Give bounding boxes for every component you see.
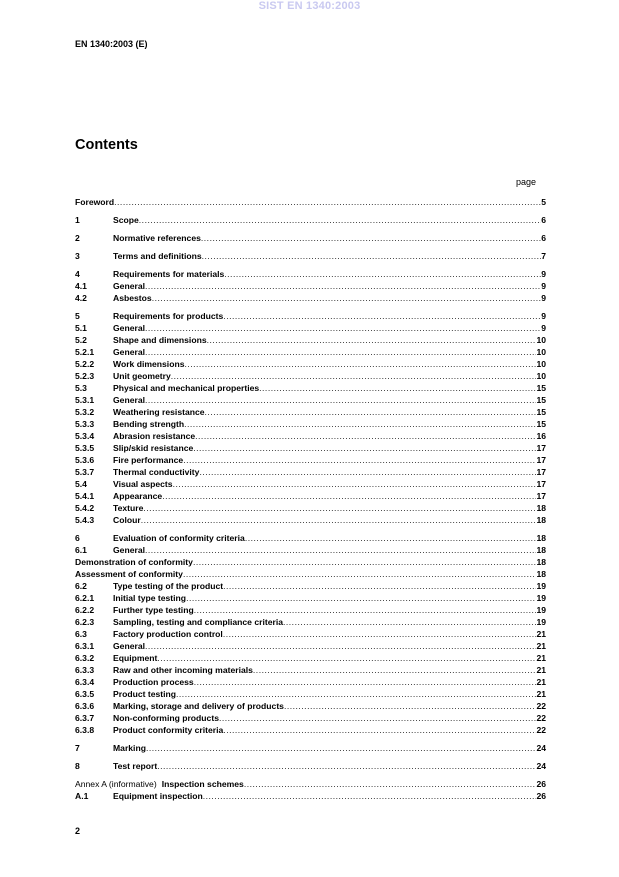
toc-entry-page: 9 — [541, 311, 546, 321]
toc-entry[interactable] — [75, 628, 546, 640]
toc-entry-page: 21 — [536, 653, 546, 663]
toc-entry[interactable] — [75, 580, 546, 592]
toc-entry[interactable] — [75, 382, 546, 394]
toc-entry-title: Work dimensions — [113, 359, 185, 369]
toc-entry-title: General — [113, 323, 146, 333]
toc-entry[interactable] — [75, 430, 546, 442]
toc-entry-number: 5.4.1 — [75, 491, 95, 501]
toc-entry-title: Requirements for products — [113, 311, 224, 321]
toc-entry-page: 7 — [541, 251, 546, 261]
toc-entry-page: 19 — [536, 581, 546, 591]
toc-entry-page: 9 — [541, 293, 546, 303]
toc-entry-page: 18 — [536, 569, 546, 579]
toc-entry-page: 5 — [541, 197, 546, 207]
toc-entry-title: Non-conforming products — [113, 713, 219, 723]
toc-entry-title: Test report — [113, 761, 158, 771]
table-of-contents — [75, 196, 546, 802]
toc-entry[interactable] — [75, 394, 546, 406]
toc-leader-dots — [284, 700, 536, 712]
toc-entry-page: 10 — [536, 347, 546, 357]
toc-entry-prefix: Annex A (informative) — [75, 779, 157, 789]
toc-entry-title: Marking, storage and delivery of products — [113, 701, 284, 711]
toc-leader-dots — [141, 514, 537, 526]
toc-entry-title: General — [113, 641, 146, 651]
toc-leader-dots — [207, 334, 537, 346]
toc-entry-page: 17 — [536, 455, 546, 465]
toc-leader-dots — [259, 382, 536, 394]
toc-leader-dots — [195, 430, 536, 442]
toc-entry-number: 5.3.6 — [75, 455, 95, 465]
toc-entry-page: 17 — [536, 467, 546, 477]
toc-entry-page: 15 — [536, 407, 546, 417]
toc-entry-number: A.1 — [75, 791, 89, 801]
toc-entry-page: 16 — [536, 431, 546, 441]
toc-leader-dots — [194, 604, 537, 616]
toc-leader-dots — [193, 556, 537, 568]
toc-entry-title: Texture — [113, 503, 144, 513]
toc-entry-title: General — [113, 545, 146, 555]
toc-entry-page: 24 — [536, 761, 546, 771]
toc-entry-number: 5.2 — [75, 335, 87, 345]
toc-entry-page: 21 — [536, 629, 546, 639]
toc-entry-number: 5.3.3 — [75, 419, 95, 429]
toc-entry-page: 18 — [536, 545, 546, 555]
toc-entry-number: 6 — [75, 533, 80, 543]
toc-entry[interactable] — [75, 280, 546, 292]
toc-entry[interactable] — [75, 466, 546, 478]
toc-entry-number: 6.3.7 — [75, 713, 95, 723]
toc-entry-number: 7 — [75, 743, 80, 753]
toc-entry-title: Initial type testing — [113, 593, 187, 603]
toc-entry-number: 6.3.8 — [75, 725, 95, 735]
toc-leader-dots — [253, 664, 537, 676]
toc-entry-title: Assessment of conformity — [75, 569, 183, 579]
toc-entry-page: 22 — [536, 701, 546, 711]
toc-entry-number: 6.3.4 — [75, 677, 95, 687]
toc-entry-number: 5.3.1 — [75, 395, 95, 405]
toc-entry-title: Equipment inspection — [113, 791, 203, 801]
toc-entry-number: 6.2.3 — [75, 617, 95, 627]
toc-entry-page: 18 — [536, 533, 546, 543]
document-id: EN 1340:2003 (E) — [75, 39, 148, 49]
toc-leader-dots — [183, 454, 536, 466]
toc-leader-dots — [145, 346, 536, 358]
toc-entry[interactable] — [75, 724, 546, 736]
toc-entry-title: Bending strength — [113, 419, 185, 429]
toc-entry-page: 17 — [536, 491, 546, 501]
toc-entry-page: 6 — [541, 233, 546, 243]
toc-leader-dots — [157, 760, 536, 772]
toc-entry-page: 10 — [536, 371, 546, 381]
toc-entry-page: 26 — [536, 791, 546, 801]
toc-entry-title: Fire performance — [113, 455, 184, 465]
toc-entry-page: 9 — [541, 281, 546, 291]
toc-entry-page: 21 — [536, 689, 546, 699]
toc-leader-dots — [114, 196, 541, 208]
toc-entry[interactable] — [75, 568, 546, 580]
toc-entry[interactable] — [75, 268, 546, 280]
toc-entry[interactable] — [75, 322, 546, 334]
toc-leader-dots — [176, 688, 536, 700]
toc-entry-number: 6.1 — [75, 545, 87, 555]
toc-leader-dots — [145, 640, 536, 652]
toc-entry-page: 22 — [536, 713, 546, 723]
toc-leader-dots — [184, 358, 536, 370]
toc-entry-number: 6.2.2 — [75, 605, 95, 615]
toc-leader-dots — [139, 214, 541, 226]
toc-entry[interactable] — [75, 742, 546, 754]
toc-entry-page: 21 — [536, 641, 546, 651]
toc-entry-title: Inspection schemes — [161, 779, 244, 789]
toc-entry[interactable] — [75, 196, 546, 208]
toc-leader-dots — [201, 232, 541, 244]
toc-entry-number: 5.3.7 — [75, 467, 95, 477]
toc-entry-title: Slip/skid resistance — [113, 443, 194, 453]
toc-leader-dots — [202, 250, 542, 262]
toc-entry-page: 22 — [536, 725, 546, 735]
toc-entry-title: Thermal conductivity — [113, 467, 200, 477]
toc-entry[interactable] — [75, 214, 546, 226]
toc-entry[interactable] — [75, 334, 546, 346]
toc-entry-number: 5.2.3 — [75, 371, 95, 381]
toc-leader-dots — [194, 676, 537, 688]
toc-leader-dots — [193, 442, 536, 454]
toc-entry[interactable] — [75, 442, 546, 454]
toc-entry[interactable] — [75, 292, 546, 304]
toc-leader-dots — [223, 724, 536, 736]
toc-leader-dots — [183, 568, 537, 580]
toc-entry-title: Demonstration of conformity — [75, 557, 193, 567]
toc-entry-number: 5.4 — [75, 479, 87, 489]
toc-leader-dots — [244, 778, 537, 790]
toc-entry-number: 5.4.3 — [75, 515, 95, 525]
toc-entry[interactable] — [75, 454, 546, 466]
toc-leader-dots — [145, 544, 536, 556]
toc-entry-title: General — [113, 347, 146, 357]
toc-entry[interactable] — [75, 532, 546, 544]
toc-entry[interactable] — [75, 760, 546, 772]
toc-entry-title: Marking — [113, 743, 146, 753]
toc-entry[interactable] — [75, 346, 546, 358]
toc-entry[interactable] — [75, 688, 546, 700]
toc-entry-page: 24 — [536, 743, 546, 753]
toc-leader-dots — [143, 502, 536, 514]
toc-entry-title: Visual aspects — [113, 479, 173, 489]
toc-leader-dots — [184, 418, 536, 430]
toc-entry-title: Product testing — [113, 689, 177, 699]
toc-entry-page: 17 — [536, 479, 546, 489]
toc-entry-title: Asbestos — [113, 293, 152, 303]
toc-leader-dots — [223, 310, 541, 322]
toc-entry-title: Shape and dimensions — [113, 335, 207, 345]
toc-leader-dots — [186, 592, 536, 604]
toc-entry-page: 10 — [536, 335, 546, 345]
toc-entry-title: Unit geometry — [113, 371, 171, 381]
toc-entry[interactable] — [75, 604, 546, 616]
toc-entry-number: 5.2.2 — [75, 359, 95, 369]
toc-leader-dots — [145, 322, 541, 334]
toc-entry[interactable] — [75, 778, 546, 790]
toc-entry-title: Colour — [113, 515, 141, 525]
watermark: SIST EN 1340:2003 — [258, 0, 361, 12]
toc-leader-dots — [283, 616, 536, 628]
toc-entry-title: Terms and definitions — [113, 251, 202, 261]
toc-entry-number: 5.2.1 — [75, 347, 95, 357]
toc-entry-title: Abrasion resistance — [113, 431, 196, 441]
toc-entry-title: General — [113, 395, 146, 405]
toc-entry-number: 2 — [75, 233, 80, 243]
toc-entry[interactable] — [75, 502, 546, 514]
toc-entry[interactable] — [75, 592, 546, 604]
toc-entry[interactable] — [75, 712, 546, 724]
toc-entry-number: 8 — [75, 761, 80, 771]
toc-entry-page: 9 — [541, 323, 546, 333]
toc-entry-title: Type testing of the product — [113, 581, 224, 591]
toc-leader-dots — [146, 742, 536, 754]
toc-entry-title: Factory production control — [113, 629, 223, 639]
toc-entry-number: 5.3.4 — [75, 431, 95, 441]
toc-entry-title: Requirements for materials — [113, 269, 225, 279]
toc-entry-number: 4 — [75, 269, 80, 279]
toc-entry-title: Sampling, testing and compliance criteria — [113, 617, 284, 627]
toc-entry-page: 18 — [536, 557, 546, 567]
toc-entry-title: Foreword — [75, 197, 115, 207]
toc-entry-title: Evaluation of conformity criteria — [113, 533, 245, 543]
toc-entry-page: 15 — [536, 395, 546, 405]
toc-entry-number: 6.3 — [75, 629, 87, 639]
toc-leader-dots — [219, 712, 536, 724]
toc-entry-number: 6.2.1 — [75, 593, 95, 603]
toc-entry[interactable] — [75, 676, 546, 688]
toc-entry[interactable] — [75, 370, 546, 382]
toc-entry[interactable] — [75, 358, 546, 370]
toc-entry[interactable] — [75, 310, 546, 322]
toc-entry-title: Product conformity criteria — [113, 725, 224, 735]
toc-entry-page: 17 — [536, 443, 546, 453]
toc-entry-title: Equipment — [113, 653, 158, 663]
toc-entry-number: 5.1 — [75, 323, 87, 333]
toc-entry-number: 5.3 — [75, 383, 87, 393]
toc-entry-page: 21 — [536, 677, 546, 687]
toc-leader-dots — [203, 790, 537, 802]
page-number: 2 — [75, 826, 81, 836]
toc-leader-dots — [199, 466, 536, 478]
toc-entry-page: 10 — [536, 359, 546, 369]
toc-entry-number: 6.3.5 — [75, 689, 95, 699]
toc-entry[interactable] — [75, 616, 546, 628]
toc-entry-number: 5.3.2 — [75, 407, 95, 417]
toc-entry-number: 4.1 — [75, 281, 87, 291]
page-column-header: page — [516, 177, 537, 187]
toc-leader-dots — [162, 490, 536, 502]
toc-entry-title: Weathering resistance — [113, 407, 205, 417]
toc-entry-title: Physical and mechanical properties — [113, 383, 260, 393]
toc-entry-number: 6.2 — [75, 581, 87, 591]
toc-leader-dots — [145, 394, 536, 406]
toc-leader-dots — [171, 370, 537, 382]
toc-entry-title: Raw and other incoming materials — [113, 665, 253, 675]
toc-leader-dots — [223, 628, 537, 640]
toc-entry-number: 3 — [75, 251, 80, 261]
toc-entry-number: 4.2 — [75, 293, 87, 303]
toc-entry-title: Normative references — [113, 233, 201, 243]
toc-entry[interactable] — [75, 556, 546, 568]
toc-entry-page: 18 — [536, 503, 546, 513]
toc-entry[interactable] — [75, 406, 546, 418]
toc-entry-page: 18 — [536, 515, 546, 525]
toc-entry-number: 6.3.3 — [75, 665, 95, 675]
toc-entry-page: 15 — [536, 419, 546, 429]
toc-entry-number: 5 — [75, 311, 80, 321]
toc-leader-dots — [173, 478, 537, 490]
toc-entry-page: 26 — [536, 779, 546, 789]
toc-entry[interactable] — [75, 490, 546, 502]
toc-leader-dots — [245, 532, 537, 544]
toc-leader-dots — [152, 292, 542, 304]
toc-entry[interactable] — [75, 250, 546, 262]
toc-entry-title: Appearance — [113, 491, 163, 501]
toc-leader-dots — [205, 406, 537, 418]
toc-leader-dots — [223, 580, 536, 592]
page-title: Contents — [75, 137, 138, 153]
toc-entry[interactable] — [75, 544, 546, 556]
toc-entry-page: 19 — [536, 605, 546, 615]
toc-entry[interactable] — [75, 790, 546, 802]
toc-entry[interactable] — [75, 652, 546, 664]
toc-entry[interactable] — [75, 514, 546, 526]
toc-leader-dots — [224, 268, 541, 280]
toc-entry-page: 19 — [536, 593, 546, 603]
toc-entry-title: General — [113, 281, 146, 291]
toc-entry[interactable] — [75, 664, 546, 676]
toc-entry-page: 15 — [536, 383, 546, 393]
toc-entry[interactable] — [75, 418, 546, 430]
toc-entry-title: Scope — [113, 215, 139, 225]
toc-entry[interactable] — [75, 478, 546, 490]
toc-entry-number: 5.4.2 — [75, 503, 95, 513]
toc-entry[interactable] — [75, 700, 546, 712]
toc-entry-page: 21 — [536, 665, 546, 675]
toc-leader-dots — [157, 652, 536, 664]
toc-entry-title: Further type testing — [113, 605, 194, 615]
toc-entry-number: 6.3.1 — [75, 641, 95, 651]
toc-entry-number: 6.3.6 — [75, 701, 95, 711]
toc-entry[interactable] — [75, 640, 546, 652]
toc-entry-page: 6 — [541, 215, 546, 225]
toc-entry-number: 5.3.5 — [75, 443, 95, 453]
toc-entry-page: 9 — [541, 269, 546, 279]
toc-leader-dots — [145, 280, 541, 292]
toc-entry[interactable] — [75, 232, 546, 244]
toc-entry-page: 19 — [536, 617, 546, 627]
toc-entry-title: Production process — [113, 677, 194, 687]
toc-entry-number: 1 — [75, 215, 80, 225]
toc-entry-number: 6.3.2 — [75, 653, 95, 663]
